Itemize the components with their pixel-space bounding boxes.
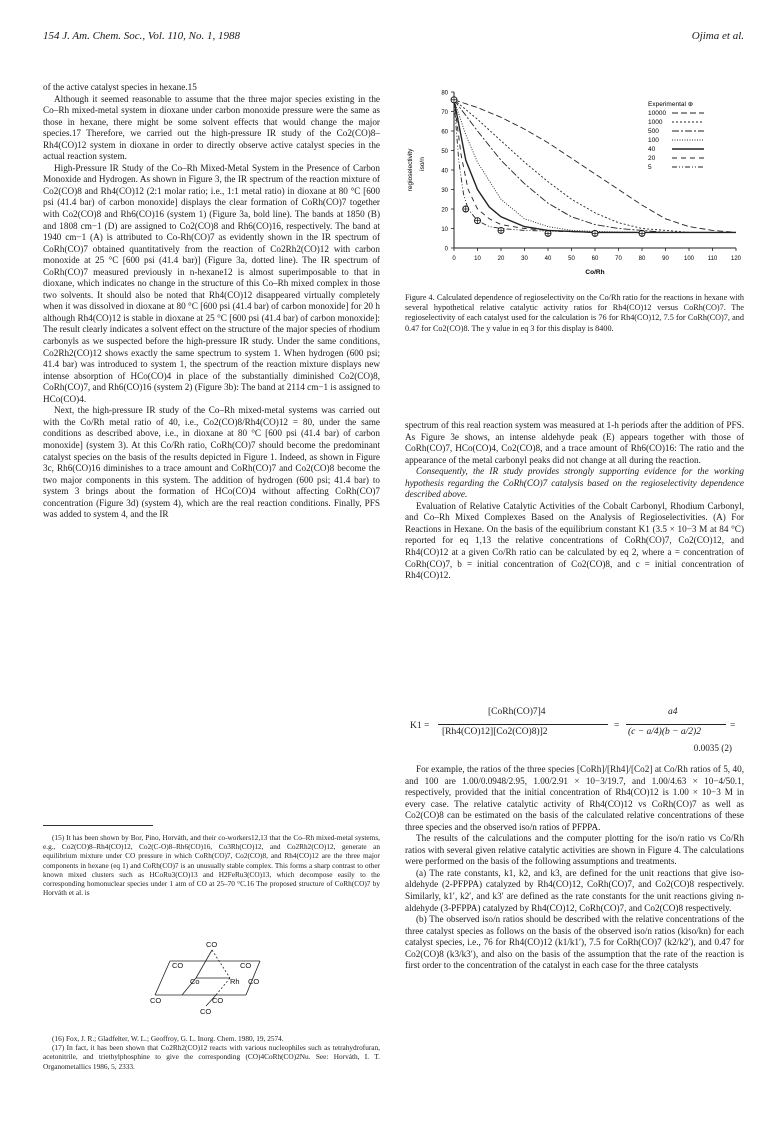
eq-den1: [Rh4(CO)12][Co2(CO)8)]2	[442, 727, 548, 737]
eq-lhs: K1 =	[410, 721, 430, 731]
figure-caption: Figure 4. Calculated dependence of regioselectivity on the Co/Rh ratio for the reactions in hexane with several hypothetical relative catalytic activity ratios for Rh4(CO)12 versus CoRh(CO)7. The regioselectivity of each catalyst used for the calculation is 76 for Rh4(CO)12, 7.5 for CoRh(CO)7, and 0.47 for Co2(CO)8. The y value in eq 3 for this display is 8400.	[405, 293, 744, 333]
right-column-lower	[405, 764, 744, 972]
footnotes	[43, 833, 380, 897]
y-axis-label-outer: regioselectivity	[407, 148, 414, 192]
footnote-16: (16) Fox, J. R.; Gladfelter, W. L.; Geoffroy, G. L. Inorg. Chem. 1980, 19, 2574.	[52, 1034, 284, 1043]
eq-den2: (c − a/4)(b − a/2)2	[628, 727, 701, 737]
footnote-15: (15) It has been shown by Bor, Pino, Horváth, and their co-workers12,13 that the Co–Rh mixed-metal systems, e.g., Co2(CO)8–Rh4(CO)12, Co2(C-O)8–Rh6(CO)16, Co3Rh(CO)12, and Co2Rh2(CO)12, generate an equilibrium mixture under CO pressure in which CoRh(CO)7, Co2(CO)8, and Rh4(CO)12 are the three major components in hexane (eq 1) and CoRh(CO)7 is an unusually stable complex. This forms a sharp contrast to other known mixed clusters such as HCoRu3(CO)13 and H2FeRu3(CO)13, which decompose easily to the corresponding homonuclear species under 1 atm of CO at 25–70 °C.16 The proposed structure of CoRh(CO)7 by Horváth et al. is	[43, 833, 380, 898]
legend-label: 40	[648, 146, 656, 153]
eq-num2: a4	[668, 707, 678, 717]
x-tick-label: 60	[591, 256, 599, 262]
y-tick-label: 50	[441, 149, 448, 155]
x-tick-label: 0	[452, 256, 456, 262]
running-header-left: 154 J. Am. Chem. Soc., Vol. 110, No. 1, 1988	[43, 30, 240, 42]
y-tick-label: 60	[441, 129, 448, 136]
paragraph: High-Pressure IR Study of the Co–Rh Mixed-Metal System in the Presence of Carbon Monoxide and Hydrogen. As shown in Figure 3, the IR spectrum of the reaction mixture of Co2(CO)8 and Rh4(CO)12 (2:1 molar ratio; i.e., 1:1 metal ratio) in dioxane at 80 °C [600 psi (41.4 bar) of carbon monoxide] displays the clear formation of CoRh(CO)7 together with Co2(CO)8 and Rh6(CO)16 (system 1) (Figure 3a, bold line). The bands at 1850 (B) and 1808 cm−1 (D) are assigned to Co2(CO)8 and Rh6(CO)16, respectively. The band at 1940 cm−1 (A) is attributed to Co-Rh(CO)7 as evidently shown in the IR spectrum of CoRh(CO)7 obtained quantitatively from the reaction of Co2Rh2(CO)12 with carbon monoxide at 25 °C [600 psi (41.4 bar)] (Figure 3a, dotted line). The IR spectrum of CoRh(CO)7 measured previously in n-hexane12 is almost superimposable to that in dioxane, which indicates no change in the structure of this Co–Rh mixed complex in those two solvents. It should also be noted that Rh4(CO)12 disappeared virtually completely when it was dissolved in dioxane at 80 °C [600 psi (41.4 bar) of carbon monoxide] for 20 h although Rh4(CO)12 is stable in dioxane at 25 °C [600 psi (41.4 bar) of carbon monoxide]: The result clearly indicates a solvent effect on the structure of the major species of rhodium carbonyls as we suspected before the high-pressure IR study. Under the same conditions, Co2Rh2(CO)12 shows exactly the same spectrum to system 1. When hydrogen (600 psi; 41.4 bar) was introduced to system 1, the spectrum of the reaction mixture displays new intense absorption of HCo(CO)4 in place of the substantially diminished Co2(CO)8, CoRh(CO)7, and Rh6(CO)16 (system 2) (Figure 3b): The band at 2114 cm−1 is assigned to HCo(CO)4.	[43, 162, 380, 404]
structure-bond	[212, 950, 230, 978]
left-column	[43, 82, 380, 521]
y-tick-label: 0	[444, 246, 448, 253]
legend-label: 5	[648, 164, 652, 171]
paragraph: Consequently, the IR study provides strongly supporting evidence for the working hypothesis regarding the CoRh(CO)7 catalysis based on the regioselectivity dependence described above.	[405, 466, 744, 500]
structure-label: Rh	[230, 977, 240, 986]
y-tick-label: 30	[441, 188, 448, 194]
paragraph: Next, the high-pressure IR study of the Co–Rh mixed-metal systems was carried out with the Co/Rh metal ratio of 40, i.e., Co2(CO)8/Rh4(CO)12 = 80, under the same conditions as described above, i.e., in dioxane at 80 °C [600 psi (41.4 bar) of carbon monoxide] (system 3). At this Co/Rh ratio, CoRh(CO)7 should become the predominant catalyst species on the basis of the results depicted in Figure 1. Indeed, as shown in Figure 3c, Rh6(CO)16 diminishes to a trace amount and CoRh(CO)7 and Co2(CO)8 become the two major components in this system. The addition of hydrogen (600 psi; 41.4 bar) to system 3 brings about the formation of HCo(CO)4 without affecting CoRh(CO)7 concentration (Figure 3d) (system 4), which are the real reaction conditions. Finally, PFS was added to system 4, and the IR	[43, 405, 380, 520]
running-header-right: Ojima et al.	[691, 30, 744, 42]
legend-label: 500	[648, 128, 659, 135]
x-tick-label: 70	[615, 256, 622, 262]
paragraph: (a) The rate constants, k1, k2, and k3, are defined for the unit reactions that give iso-aldehyde (2-PFPPA) catalyzed by Rh4(CO)12, CoRh(CO)7, and Co2(CO)8 respectively. Similarly, k1′, k2′, and k3′ are defined as the rate constants for the unit reactions giving n-aldehyde (3-PFPPA) catalyzed by Rh4(CO)12, CoRh(CO)7, and Co2(CO)8 respectively.	[405, 867, 744, 913]
structure-label: CO	[150, 996, 162, 1005]
y-tick-label: 80	[441, 90, 448, 97]
paragraph: of the active catalyst species in hexane.15	[43, 82, 197, 92]
legend-label: 20	[648, 155, 656, 162]
y-axis-label-inner: iso/n	[419, 157, 426, 171]
paragraph: Evaluation of Relative Catalytic Activities of the Cobalt Carbonyl, Rhodium Carbonyl, and Co–Rh Mixed Complexes Based on the Analysis of Regioselectivities. (A) For Reactions in Hexane. On the basis of the equilibrium constant K1 (3.5 × 10−3 M at 84 °C) reported for eq 1,13 the relative concentrations of CoRh(CO)7, Co2(CO)12, and Rh4(CO)12 at a given Co/Rh ratio can be calculated by eq 2, where a = concentration of CoRh(CO)7, b = initial concentration of Co2(CO)8, and c = initial concentration of Rh4(CO)12.	[405, 500, 744, 581]
structure-label: CO	[212, 996, 224, 1005]
y-tick-label: 70	[441, 110, 448, 116]
x-axis-label: Co/Rh	[585, 269, 605, 276]
structure-label: CO	[248, 977, 260, 986]
x-tick-label: 50	[568, 256, 575, 262]
paragraph: (b) The observed iso/n ratios should be described with the relative concentrations of the three catalyst species as follows on the basis of the observed iso/n ratios (kiso/kn) for each catalyst species, i.e., 76 for Rh4(CO)12 (k1/k1′), 7.5 for CoRh(CO)7 (k2/k2′), and 0.47 for Co2(CO)8 (k3/k3′), and also on the basis of the assumption that the rate of the reaction is first order to the concentration of the catalyst in each case for the three catalysts	[405, 914, 744, 971]
legend-label: 10000	[648, 110, 667, 117]
x-tick-label: 20	[497, 256, 505, 262]
eq-value: 0.0035 (2)	[693, 743, 732, 753]
paragraph: Although it seemed reasonable to assume that the three major species existing in the Co–Rh mixed-metal system in dioxane under carbon monoxide pressure were the same as those in hexane, there might be some solvent effects that would change the major species.17 Therefore, we carried out the high-pressure IR study of the Co2(CO)8–Rh4(CO)12 system in dioxane in order to directly observe active catalyst species in the actual reaction system.	[43, 93, 380, 162]
structure-label: CO	[200, 1007, 212, 1016]
x-tick-label: 90	[662, 256, 669, 262]
footnote-rule	[43, 825, 153, 826]
legend-title: Experimental ⊕	[648, 101, 694, 108]
structure-label: CO	[240, 961, 252, 970]
equation-2	[410, 707, 740, 751]
x-tick-label: 120	[730, 256, 742, 262]
y-tick-label: 40	[441, 168, 448, 175]
figure-4-chart	[398, 84, 748, 284]
structure-label: CO	[172, 961, 184, 970]
eq-equals: =	[614, 721, 620, 731]
x-tick-label: 100	[683, 256, 695, 262]
eq-frac1-bar	[438, 724, 608, 725]
x-tick-label: 30	[521, 256, 528, 262]
paragraph: The results of the calculations and the computer plotting for the iso/n ratio vs Co/Rh ratios with several given relative catalytic activities are shown in Figure 4. The calculations were performed on the basis of the following assumptions and treatments.	[405, 833, 744, 867]
eq-num1: [CoRh(CO)7]4	[488, 707, 546, 717]
legend-label: 100	[648, 137, 659, 144]
structure-label: Co	[190, 977, 200, 986]
structure-label: CO	[206, 940, 218, 949]
footnote-17: (17) In fact, it has been shown that Co2Rh2(CO)12 reacts with various nucleophiles such as tetrahydrofuran, acetonitrile, and triethylphosphine to give the corresponding (CO)4CoRh(CO)2Nu. See: Horváth, I. T. Organometallics 1986, 5, 2333.	[43, 1043, 380, 1071]
right-column	[405, 420, 744, 582]
y-tick-label: 20	[441, 207, 448, 214]
structure-bond	[155, 961, 170, 995]
corh-co7-structure	[150, 940, 300, 1020]
paragraph: For example, the ratios of the three species [CoRh]/[Rh4]/[Co2] at Co/Rh ratios of 5, 40, and 100 are 1.00/0.0948/2.95, 1.00/2.91 × 10−3/19.7, and 1.00/4.63 × 10−4/50.1, respectively, provided that the initial concentration of Rh4(CO)12 is 1.00 × 10−3 M in every case. The relative catalytic activity of Rh4(CO)12 vs CoRh(CO)7 as well as Co2(CO)8 can be estimated on the basis of the calculated relative concentrations of these three species and the observed iso/n ratios of PFPPA.	[405, 764, 744, 832]
eq-equals-2: =	[730, 721, 736, 731]
x-tick-label: 80	[638, 256, 646, 262]
x-tick-label: 110	[707, 256, 718, 262]
x-tick-label: 10	[474, 256, 481, 262]
x-tick-label: 40	[544, 256, 552, 262]
y-tick-label: 10	[441, 227, 448, 233]
structure-bond	[216, 978, 230, 995]
paragraph: spectrum of this real reaction system was measured at 1-h periods after the addition of PFS. As Figure 3e shows, an intense aldehyde peak (E) appears together with those of CoRh(CO)7, HCo(CO)4, Co2(CO)8, and a trace amount of Rh6(CO)16: The ratio and the appearance of the metal carbonyl peaks did not change at all during the reaction.	[405, 420, 744, 465]
structure-bond	[196, 950, 212, 978]
legend-label: 1000	[648, 119, 663, 126]
footnotes-lower	[43, 1034, 380, 1071]
eq-frac2-bar	[626, 724, 726, 725]
